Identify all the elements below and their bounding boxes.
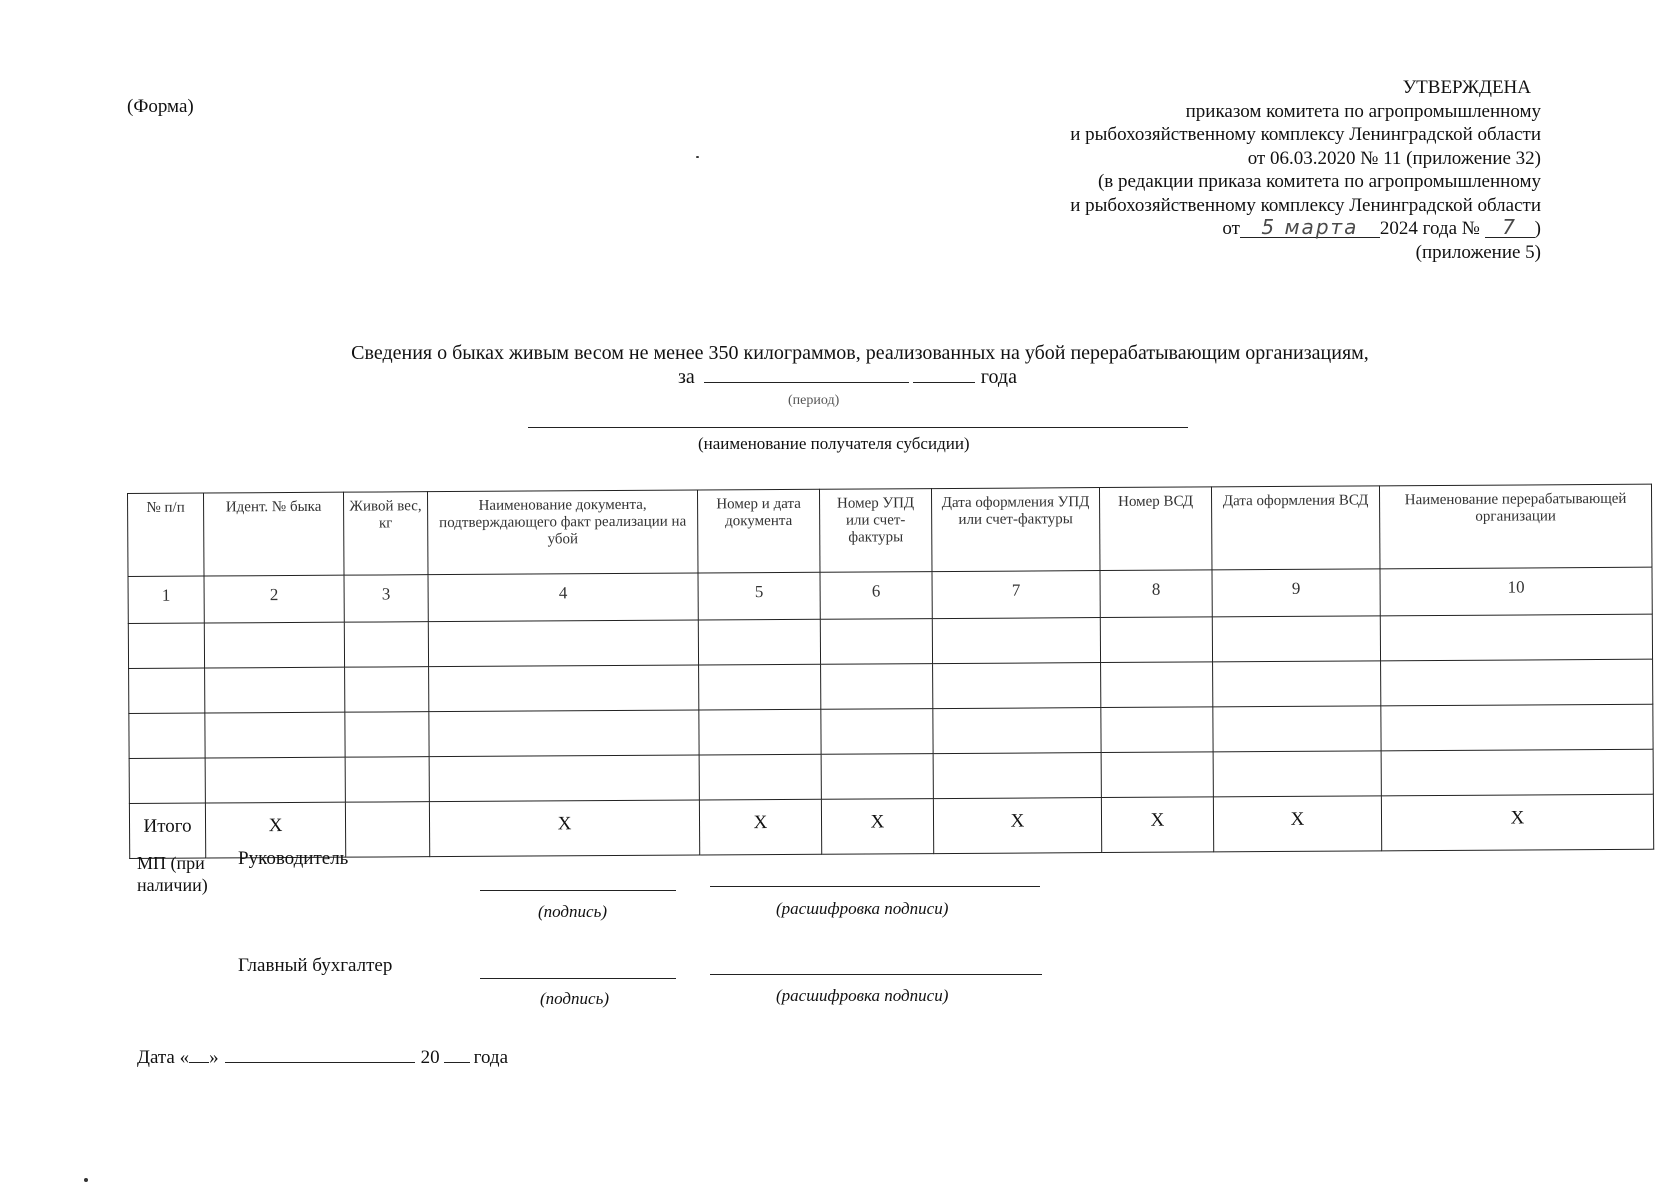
- table-cell: [205, 667, 345, 713]
- total-cell: [345, 802, 429, 858]
- table-cell: [204, 622, 344, 668]
- edition-from: от: [1222, 218, 1240, 239]
- scan-speck: [84, 1178, 88, 1182]
- table-cell: [699, 664, 821, 710]
- column-number: 7: [932, 571, 1100, 619]
- col-header: Живой вес, кг: [343, 492, 428, 576]
- period-prefix: за: [678, 366, 695, 388]
- table-cell: [1381, 659, 1653, 706]
- approved-line: от 06.03.2020 № 11 (приложение 32): [1247, 147, 1541, 169]
- total-cell: Х: [821, 799, 933, 855]
- day-blank: [189, 1046, 209, 1063]
- recipient-blank: [528, 427, 1188, 428]
- document-title: Сведения о быках живым весом не менее 350 килограммов, реализованных на убой перерабатывающим организациям,: [351, 342, 1369, 364]
- approved-line: и рыбохозяйственному комплексу Ленинградской области: [1070, 124, 1541, 145]
- column-number: 8: [1100, 570, 1212, 618]
- column-number: 3: [344, 575, 428, 623]
- table-cell: [128, 623, 204, 668]
- recipient-note: (наименование получателя субсидии): [698, 434, 970, 453]
- column-number: 10: [1380, 567, 1652, 616]
- table-cell: [698, 619, 820, 665]
- table-cell: [429, 755, 699, 802]
- table-cell: [1100, 617, 1212, 663]
- approval-block: [1070, 76, 1541, 264]
- table-cell: [820, 619, 932, 665]
- bulls-table: [127, 484, 1654, 859]
- table-cell: [1380, 614, 1652, 661]
- table-cell: [345, 667, 429, 713]
- table-cell: [1213, 751, 1381, 797]
- col-header: Наименование документа, подтверждающего факт реализации на убой: [427, 490, 698, 575]
- date-century: 20: [420, 1047, 440, 1068]
- total-cell: Х: [699, 799, 821, 855]
- table-cell: [699, 709, 821, 755]
- column-number: 1: [128, 576, 204, 623]
- edition-line: [1070, 217, 1541, 241]
- col-header: Дата оформления УПД или счет-фактуры: [931, 488, 1100, 572]
- table-cell: [933, 708, 1101, 754]
- table-cell: [1101, 752, 1213, 798]
- approved-line: и рыбохозяйственному комплексу Ленинградской области: [1070, 194, 1541, 216]
- scan-speck: [696, 156, 699, 158]
- table-cell: [1213, 706, 1381, 752]
- table-cell: [821, 754, 933, 800]
- col-header: № п/п: [128, 493, 205, 576]
- head-transcript-line: [710, 886, 1040, 887]
- table-cell: [1101, 707, 1213, 753]
- handwritten-edition-date: 5 марта: [1240, 218, 1380, 238]
- accountant-signature-note: (подпись): [540, 989, 609, 1008]
- total-cell: Х: [205, 802, 345, 858]
- table-cell: [129, 758, 205, 803]
- total-cell: Х: [933, 798, 1101, 854]
- approved-line: (в редакции приказа комитета по агропромышленному: [1097, 171, 1541, 192]
- col-header: Номер УПД или счет-фактуры: [819, 489, 932, 573]
- table-cell: [821, 664, 933, 710]
- period-blank: [704, 364, 909, 383]
- table-cell: [129, 668, 205, 713]
- handwritten-edition-number: 7: [1485, 218, 1535, 238]
- total-cell: Х: [1101, 797, 1213, 853]
- date-prefix: Дата «: [137, 1047, 190, 1068]
- column-number: 6: [820, 572, 932, 620]
- period-note: (период): [788, 393, 840, 408]
- table-cell: [1212, 616, 1380, 662]
- table-cell: [699, 754, 821, 800]
- period-suffix: года: [980, 366, 1017, 388]
- column-number: 4: [428, 573, 698, 622]
- table-cell: [205, 757, 345, 803]
- column-number: 9: [1212, 569, 1380, 617]
- table-cell: [345, 757, 429, 803]
- month-blank: [225, 1046, 415, 1063]
- accountant-role: Главный бухгалтер: [238, 955, 393, 976]
- table-cell: [933, 753, 1101, 799]
- total-cell: Х: [1213, 796, 1381, 852]
- column-number: 5: [698, 572, 820, 620]
- edition-year: 2024 года №: [1379, 218, 1480, 239]
- table-cell: [1213, 661, 1381, 707]
- table-cell: [429, 710, 699, 757]
- table-cell: [933, 663, 1101, 709]
- period-line: [678, 364, 1017, 389]
- total-cell: Х: [1381, 794, 1653, 851]
- col-header: Номер ВСД: [1099, 487, 1212, 571]
- year-digits-blank: [444, 1046, 470, 1063]
- col-header: Идент. № быка: [204, 492, 345, 576]
- appendix-label: (приложение 5): [1415, 241, 1541, 263]
- table-cell: [1101, 662, 1213, 708]
- table-cell: [345, 712, 429, 758]
- accountant-transcript-note: (расшифровка подписи): [776, 986, 949, 1005]
- total-row: [129, 794, 1653, 858]
- edition-close: ): [1534, 218, 1541, 239]
- date-quote-close: »: [209, 1047, 219, 1068]
- approved-title: УТВЕРЖДЕНА: [1402, 77, 1531, 98]
- total-cell: Х: [429, 800, 699, 857]
- date-suffix: года: [473, 1047, 508, 1068]
- table-cell: [821, 709, 933, 755]
- stamp-label: МП (при наличии): [137, 853, 208, 895]
- form-label: (Форма): [127, 96, 194, 117]
- col-header: Номер и дата документа: [697, 489, 820, 573]
- table-cell: [1381, 704, 1653, 751]
- year-blank: [913, 364, 975, 383]
- table-cell: [344, 622, 428, 668]
- accountant-transcript-line: [710, 974, 1042, 975]
- head-signature-note: (подпись): [538, 902, 607, 921]
- table-cell: [129, 713, 205, 758]
- accountant-signature-line: [480, 978, 676, 979]
- head-transcript-note: (расшифровка подписи): [776, 899, 949, 918]
- head-signature-line: [480, 890, 676, 891]
- col-header: Дата оформления ВСД: [1211, 486, 1380, 570]
- header-row: [128, 484, 1652, 576]
- column-number: 2: [204, 575, 344, 623]
- table-cell: [932, 618, 1100, 664]
- table-cell: [429, 665, 699, 712]
- approved-line: приказом комитета по агропромышленному: [1185, 100, 1541, 122]
- table-cell: [428, 620, 698, 667]
- table-cell: [1381, 749, 1653, 796]
- total-cell: Итого: [129, 803, 205, 858]
- table-cell: [205, 712, 345, 758]
- head-role: Руководитель: [238, 848, 349, 869]
- col-header: Наименование перерабатывающей организации: [1379, 484, 1652, 569]
- date-line: [137, 1046, 508, 1069]
